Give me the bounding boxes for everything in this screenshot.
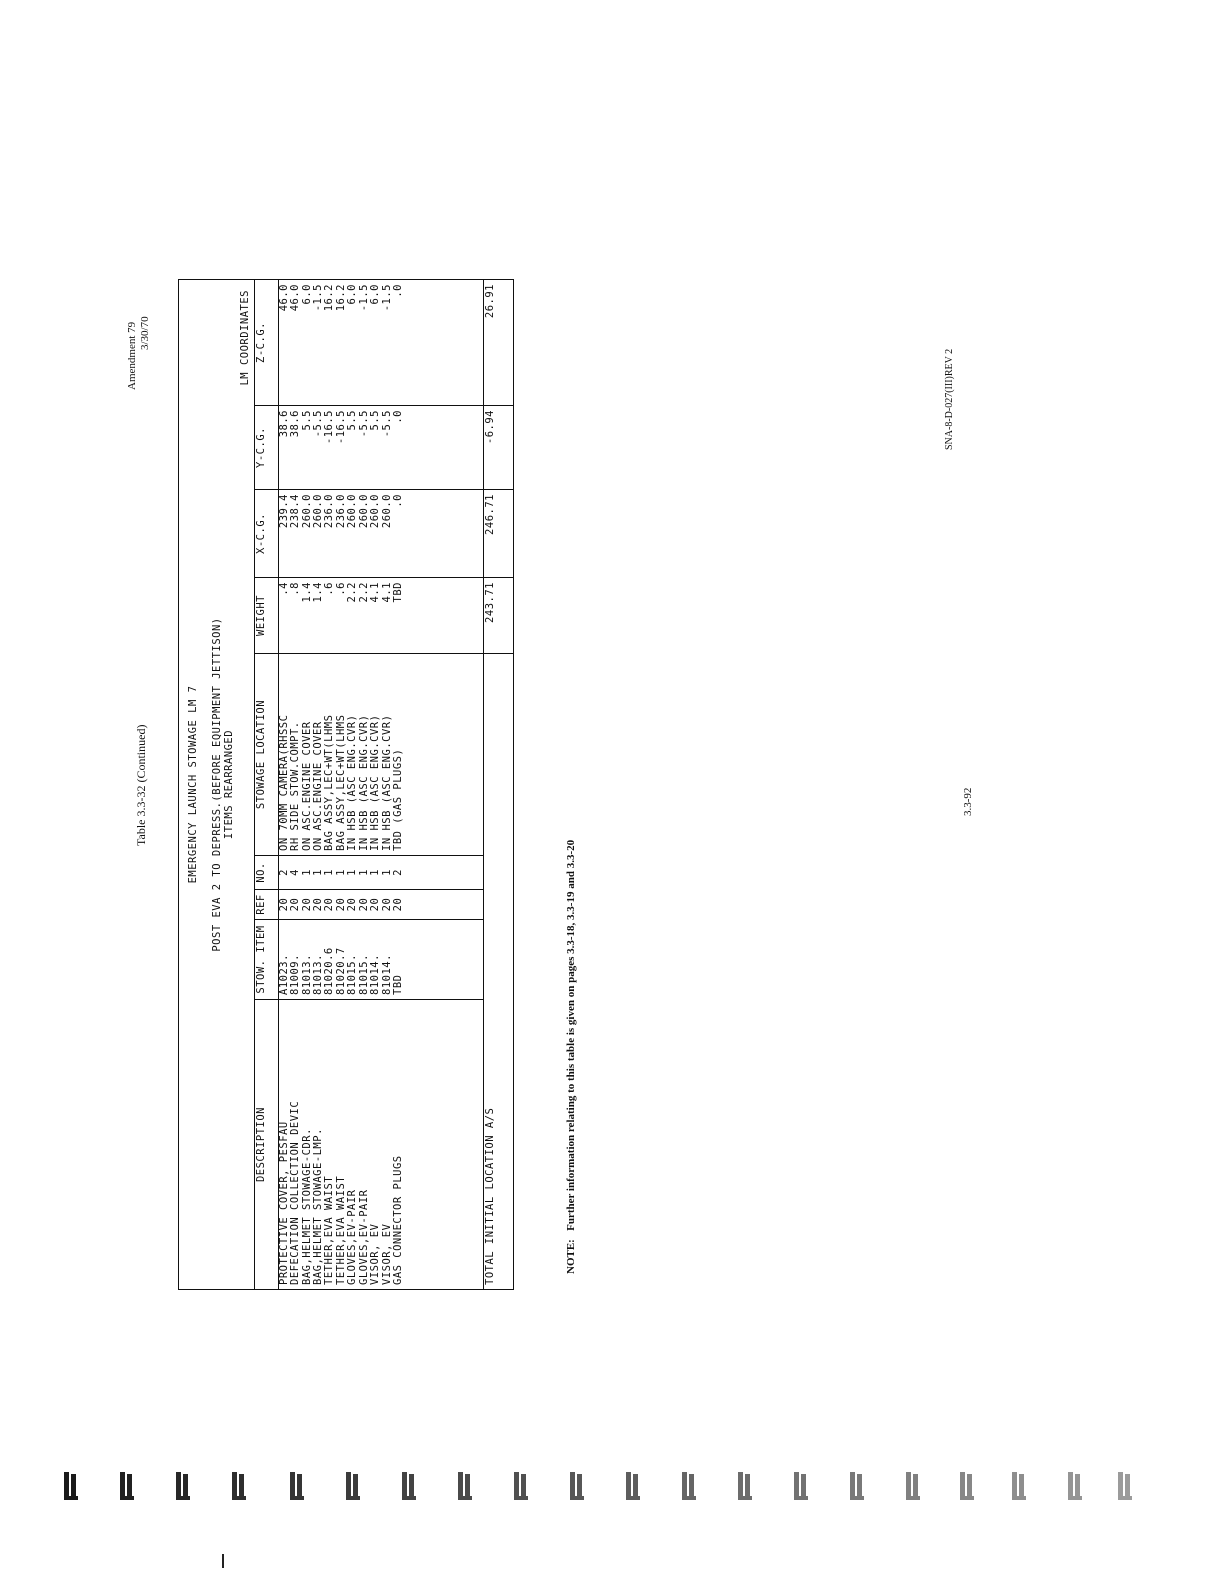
total-z-cg: 26.91 — [483, 280, 513, 406]
cell-x: 260.0 — [346, 494, 359, 529]
cell-ref: 20 — [369, 897, 382, 912]
cell-loc: TBD (GAS PLUGS) — [391, 748, 404, 851]
scan-mark — [514, 1472, 528, 1500]
cell-item: 81015. — [357, 954, 370, 995]
cell-loc: IN HSB (ASC ENG.CVR) — [380, 714, 393, 851]
table-subtitle: POST EVA 2 TO DEPRESS.(BEFORE EQUIPMENT JETTISON) — [211, 617, 223, 952]
cell-no: 1 — [369, 869, 382, 876]
amendment-date: 3/30/70 — [139, 316, 151, 350]
total-weight: 243.71 — [483, 578, 513, 654]
cell-z: 16.2 — [323, 284, 336, 312]
cell-wt: .6 — [323, 582, 336, 596]
scan-mark — [176, 1472, 190, 1500]
cell-x: .0 — [391, 494, 404, 508]
cell-desc: BAG,HELMET STOWAGE-CDR. — [300, 1128, 313, 1285]
table-header-row — [254, 280, 278, 1290]
cell-item: 81020.6 — [323, 947, 336, 995]
scan-mark — [794, 1472, 808, 1500]
amendment-block — [126, 316, 152, 390]
cell-y: 38.6 — [277, 410, 290, 438]
cell-loc: ON ASC.ENGINE COVER — [300, 721, 313, 851]
total-label: TOTAL INITIAL LOCATION A/S — [483, 654, 513, 1290]
cell-no: 1 — [300, 869, 313, 876]
scan-mark — [1012, 1472, 1026, 1500]
cell-z: 6.0 — [300, 284, 313, 305]
table-caption: Table 3.3-32 (Continued) — [134, 724, 148, 846]
total-row — [483, 280, 513, 1290]
cell-no: 1 — [346, 869, 359, 876]
cell-no: 4 — [289, 869, 302, 876]
cell-z: -1.5 — [380, 284, 393, 312]
cell-x: 236.0 — [334, 494, 347, 529]
cell-no: 1 — [357, 869, 370, 876]
cell-y: -5.5 — [357, 410, 370, 438]
cell-wt: 1.4 — [300, 582, 313, 603]
cell-wt: 2.2 — [357, 582, 370, 603]
x-cg-column — [278, 490, 483, 578]
scan-tick-mark — [222, 1554, 224, 1568]
cell-wt: .6 — [334, 582, 347, 596]
table-title: EMERGENCY LAUNCH STOWAGE LM 7 — [187, 685, 199, 884]
cell-item: 81020.7 — [334, 947, 347, 995]
cell-wt: 4.1 — [380, 582, 393, 603]
cell-x: 236.0 — [323, 494, 336, 529]
cell-no: 1 — [312, 869, 325, 876]
col-header-weight: WEIGHT — [254, 578, 278, 654]
cell-no: 2 — [391, 869, 404, 876]
cell-ref: 20 — [312, 897, 325, 912]
scan-mark — [346, 1472, 360, 1500]
cell-desc: TETHER,EVA WAIST — [323, 1175, 336, 1285]
table-subtitle-2: ITEMS REARRANGED — [223, 729, 235, 840]
cell-y: -5.5 — [380, 410, 393, 438]
col-header-ref: REF — [254, 890, 278, 920]
cell-desc: VISOR, EV — [369, 1223, 382, 1285]
cell-x: 260.0 — [369, 494, 382, 529]
document-id: SNA-8-D-027(III)REV 2 — [944, 348, 955, 450]
cell-z: 6.0 — [346, 284, 359, 305]
col-header-no: NO. — [254, 856, 278, 890]
weight-column — [278, 578, 483, 654]
coord-heading: LM COORDINATES — [239, 290, 251, 386]
cell-z: 46.0 — [289, 284, 302, 312]
cell-z: 6.0 — [369, 284, 382, 305]
cell-ref: 20 — [289, 897, 302, 912]
scan-mark — [1068, 1472, 1082, 1500]
cell-z: 46.0 — [277, 284, 290, 312]
cell-item: 81013. — [300, 954, 313, 995]
cell-y: 5.5 — [300, 410, 313, 431]
cell-z: 16.2 — [334, 284, 347, 312]
scan-mark — [626, 1472, 640, 1500]
note — [565, 840, 577, 1274]
scan-mark — [290, 1472, 304, 1500]
scan-mark — [64, 1472, 78, 1500]
cell-desc: GAS CONNECTOR PLUGS — [391, 1155, 404, 1285]
cell-wt: .8 — [289, 582, 302, 596]
cell-item: TBD — [391, 974, 404, 995]
col-header-description: DESCRIPTION — [254, 1000, 278, 1290]
col-header-stowage-location: STOWAGE LOCATION — [254, 654, 278, 856]
cell-loc: RH SIDE STOW.COMPT. — [289, 721, 302, 851]
cell-x: 260.0 — [312, 494, 325, 529]
cell-no: 1 — [380, 869, 393, 876]
cell-ref: 20 — [346, 897, 359, 912]
stow-item-column — [278, 920, 483, 1000]
cell-wt: 1.4 — [312, 582, 325, 603]
cell-loc: IN HSB (ASC ENG.CVR) — [357, 714, 370, 851]
cell-ref: 20 — [380, 897, 393, 912]
cell-desc: BAG,HELMET STOWAGE-LMP. — [312, 1128, 325, 1285]
total-y-cg: -6.94 — [483, 406, 513, 490]
cell-loc: BAG ASSY,LEC+WT(LHMS — [323, 714, 336, 851]
table-title-cell — [179, 280, 255, 1290]
col-header-z-cg: Z-C.G. — [254, 280, 278, 406]
cell-y: -16.5 — [323, 410, 336, 445]
cell-wt: .4 — [277, 582, 290, 596]
col-header-y-cg: Y-C.G. — [254, 406, 278, 490]
cell-y: 5.5 — [346, 410, 359, 431]
scan-mark — [120, 1472, 134, 1500]
note-label: NOTE: — [565, 1239, 577, 1274]
cell-desc: TETHER,EVA WAIST — [334, 1175, 347, 1285]
cell-no: 2 — [277, 869, 290, 876]
cell-desc: PROTECTIVE COVER, PESFAU — [277, 1121, 290, 1285]
cell-desc: DEFECATION COLLECTION DEVIC — [289, 1100, 302, 1285]
cell-loc: BAG ASSY,LEC+WT(LHMS — [334, 714, 347, 851]
cell-desc: GLOVES,EV-PAIR — [346, 1189, 359, 1285]
stowage-location-column — [278, 654, 483, 856]
cell-ref: 20 — [391, 897, 404, 912]
y-cg-column — [278, 406, 483, 490]
cell-y: -5.5 — [312, 410, 325, 438]
cell-wt: TBD — [391, 582, 404, 603]
scan-mark — [738, 1472, 752, 1500]
cell-item: 81013. — [312, 954, 325, 995]
cell-ref: 20 — [277, 897, 290, 912]
scan-mark — [906, 1472, 920, 1500]
cell-ref: 20 — [357, 897, 370, 912]
z-cg-column — [278, 280, 483, 406]
cell-item: A1023. — [277, 954, 290, 995]
total-x-cg: 246.71 — [483, 490, 513, 578]
cell-y: .0 — [391, 410, 404, 424]
cell-loc: IN HSB (ASC ENG.CVR) — [346, 714, 359, 851]
col-header-stow-item: STOW. ITEM — [254, 920, 278, 1000]
scan-mark — [232, 1472, 246, 1500]
table-body-row — [278, 280, 483, 1290]
cell-x: 260.0 — [380, 494, 393, 529]
cell-ref: 20 — [334, 897, 347, 912]
cell-loc: IN HSB (ASC ENG.CVR) — [369, 714, 382, 851]
cell-y: 5.5 — [369, 410, 382, 431]
cell-ref: 20 — [300, 897, 313, 912]
note-text: Further information relating to this table is given on pages 3.3-18, 3.3-19 and 3.3-20 — [565, 839, 577, 1231]
cell-wt: 4.1 — [369, 582, 382, 603]
cell-y: 38.6 — [289, 410, 302, 438]
cell-item: 81014. — [369, 954, 382, 995]
amendment-label: Amendment 79 — [126, 321, 138, 390]
cell-item: 81009. — [289, 954, 302, 995]
cell-item: 81015. — [346, 954, 359, 995]
cell-x: 260.0 — [300, 494, 313, 529]
scan-mark — [850, 1472, 864, 1500]
page-number: 3.3-92 — [962, 787, 974, 816]
cell-z: -1.5 — [357, 284, 370, 312]
scan-mark — [402, 1472, 416, 1500]
scan-mark — [1118, 1472, 1132, 1500]
cell-z: -1.5 — [312, 284, 325, 312]
cell-x: 239.4 — [277, 494, 290, 529]
cell-ref: 20 — [323, 897, 336, 912]
scan-mark — [458, 1472, 472, 1500]
cell-loc: ON ASC.ENGINE COVER — [312, 721, 325, 851]
no-column — [278, 856, 483, 890]
scan-mark — [960, 1472, 974, 1500]
stowage-table — [178, 280, 514, 1290]
description-column — [278, 1000, 483, 1290]
cell-no: 1 — [323, 869, 336, 876]
cell-wt: 2.2 — [346, 582, 359, 603]
cell-desc: VISOR, EV — [380, 1223, 393, 1285]
col-header-x-cg: X-C.G. — [254, 490, 278, 578]
cell-no: 1 — [334, 869, 347, 876]
cell-desc: GLOVES,EV-PAIR — [357, 1189, 370, 1285]
cell-loc: ON 70MM CAMERA(RHSSC — [277, 714, 290, 851]
cell-x: 238.4 — [289, 494, 302, 529]
cell-x: 260.0 — [357, 494, 370, 529]
scan-mark — [570, 1472, 584, 1500]
cell-z: .0 — [391, 284, 404, 298]
cell-y: -16.5 — [334, 410, 347, 445]
ref-column — [278, 890, 483, 920]
cell-item: 81014. — [380, 954, 393, 995]
scan-mark — [682, 1472, 696, 1500]
